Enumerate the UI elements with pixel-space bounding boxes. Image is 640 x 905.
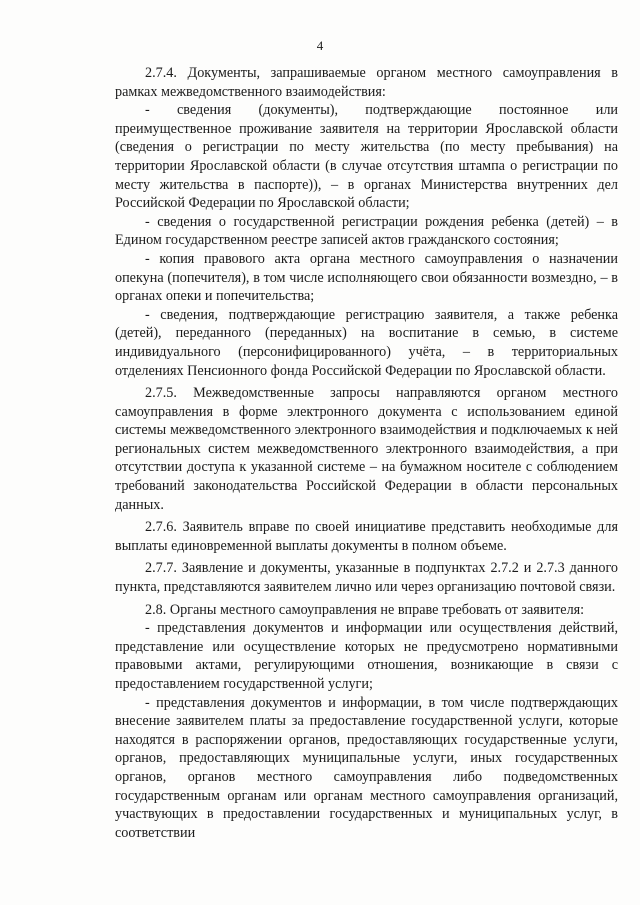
paragraph-2-7-6: 2.7.6. Заявитель вправе по своей инициативе представить необходимые для выплаты единовременной выплаты документы в полном объеме. [115,519,618,554]
list-item-documents-in-possession: - представления документов и информации, в том числе подтверждающих внесение заявителем платы за предоставление государственной услуги, которые находятся в распоряжении органов, предоставляющих государственные услуги, органов, предоставляющих муниципальные услуги, иных государственных органов, органов местного самоуправления либо подведомственных государственным органам или органам местного самоуправления организаций, участвующих в предоставлении государственных и муниципальных услуг, в соответствии [115,694,618,841]
list-item-pension-fund-registration: - сведения, подтверждающие регистрацию заявителя, а также ребенка (детей), переданного (переданных) на воспитание в семью, в системе индивидуального (персонифицированного) учёта, – в территориальных отделениях Пенсионного фонда Российской Федерации по Ярославской области. [115,306,618,379]
list-item-unrequired-documents: - представления документов и информации или осуществления действий, представление или осуществление которых не предусмотрено нормативными правовыми актами, регулирующими отношения, возникающие в связи с предоставлением государственной услуги; [115,620,618,692]
paragraph-2-7-4: 2.7.4. Документы, запрашиваемые органом местного самоуправления в рамках межведомственного взаимодействия: [115,65,618,100]
list-item-guardian-act: - копия правового акта органа местного самоуправления о назначении опекуна (попечителя), в том числе исполняющего свои обязанности возмездно, – в органах опеки и попечительства; [115,250,618,305]
list-item-residence-info: - сведения (документы), подтверждающие постоянное или преимущественное проживание заявителя на территории Ярославской области (сведения о регистрации по месту жительства (по месту пребывания) на территории Ярославской области (в случае отсутствия штампа о регистрации по месту жительства в паспорте)), – в органах Министерства внутренних дел Российской Федерации по Ярославской области; [115,102,618,212]
page-number: 4 [316,38,324,53]
paragraph-2-7-5: 2.7.5. Межведомственные запросы направляются органом местного самоуправления в форме электронного документа с использованием единой системы межведомственного электронного взаимодействия и подключаемых к ней региональных систем межведомственного электронного взаимодействия, а при отсутствии доступа к указанной системе – на бумажном носителе с соблюдением требований законодательства Российской Федерации в области персональных данных. [115,385,618,513]
list-item-birth-registration: - сведения о государственной регистрации рождения ребенка (детей) – в Едином государственном реестре записей актов гражданского состояния; [115,213,618,249]
document-body [115,64,618,842]
paragraph-2-7-7: 2.7.7. Заявление и документы, указанные в подпунктах 2.7.2 и 2.7.3 данного пункта, представляются заявителем лично или через организацию почтовой связи. [115,560,618,596]
paragraph-2-8: 2.8. Органы местного самоуправления не вправе требовать от заявителя: [145,601,585,618]
